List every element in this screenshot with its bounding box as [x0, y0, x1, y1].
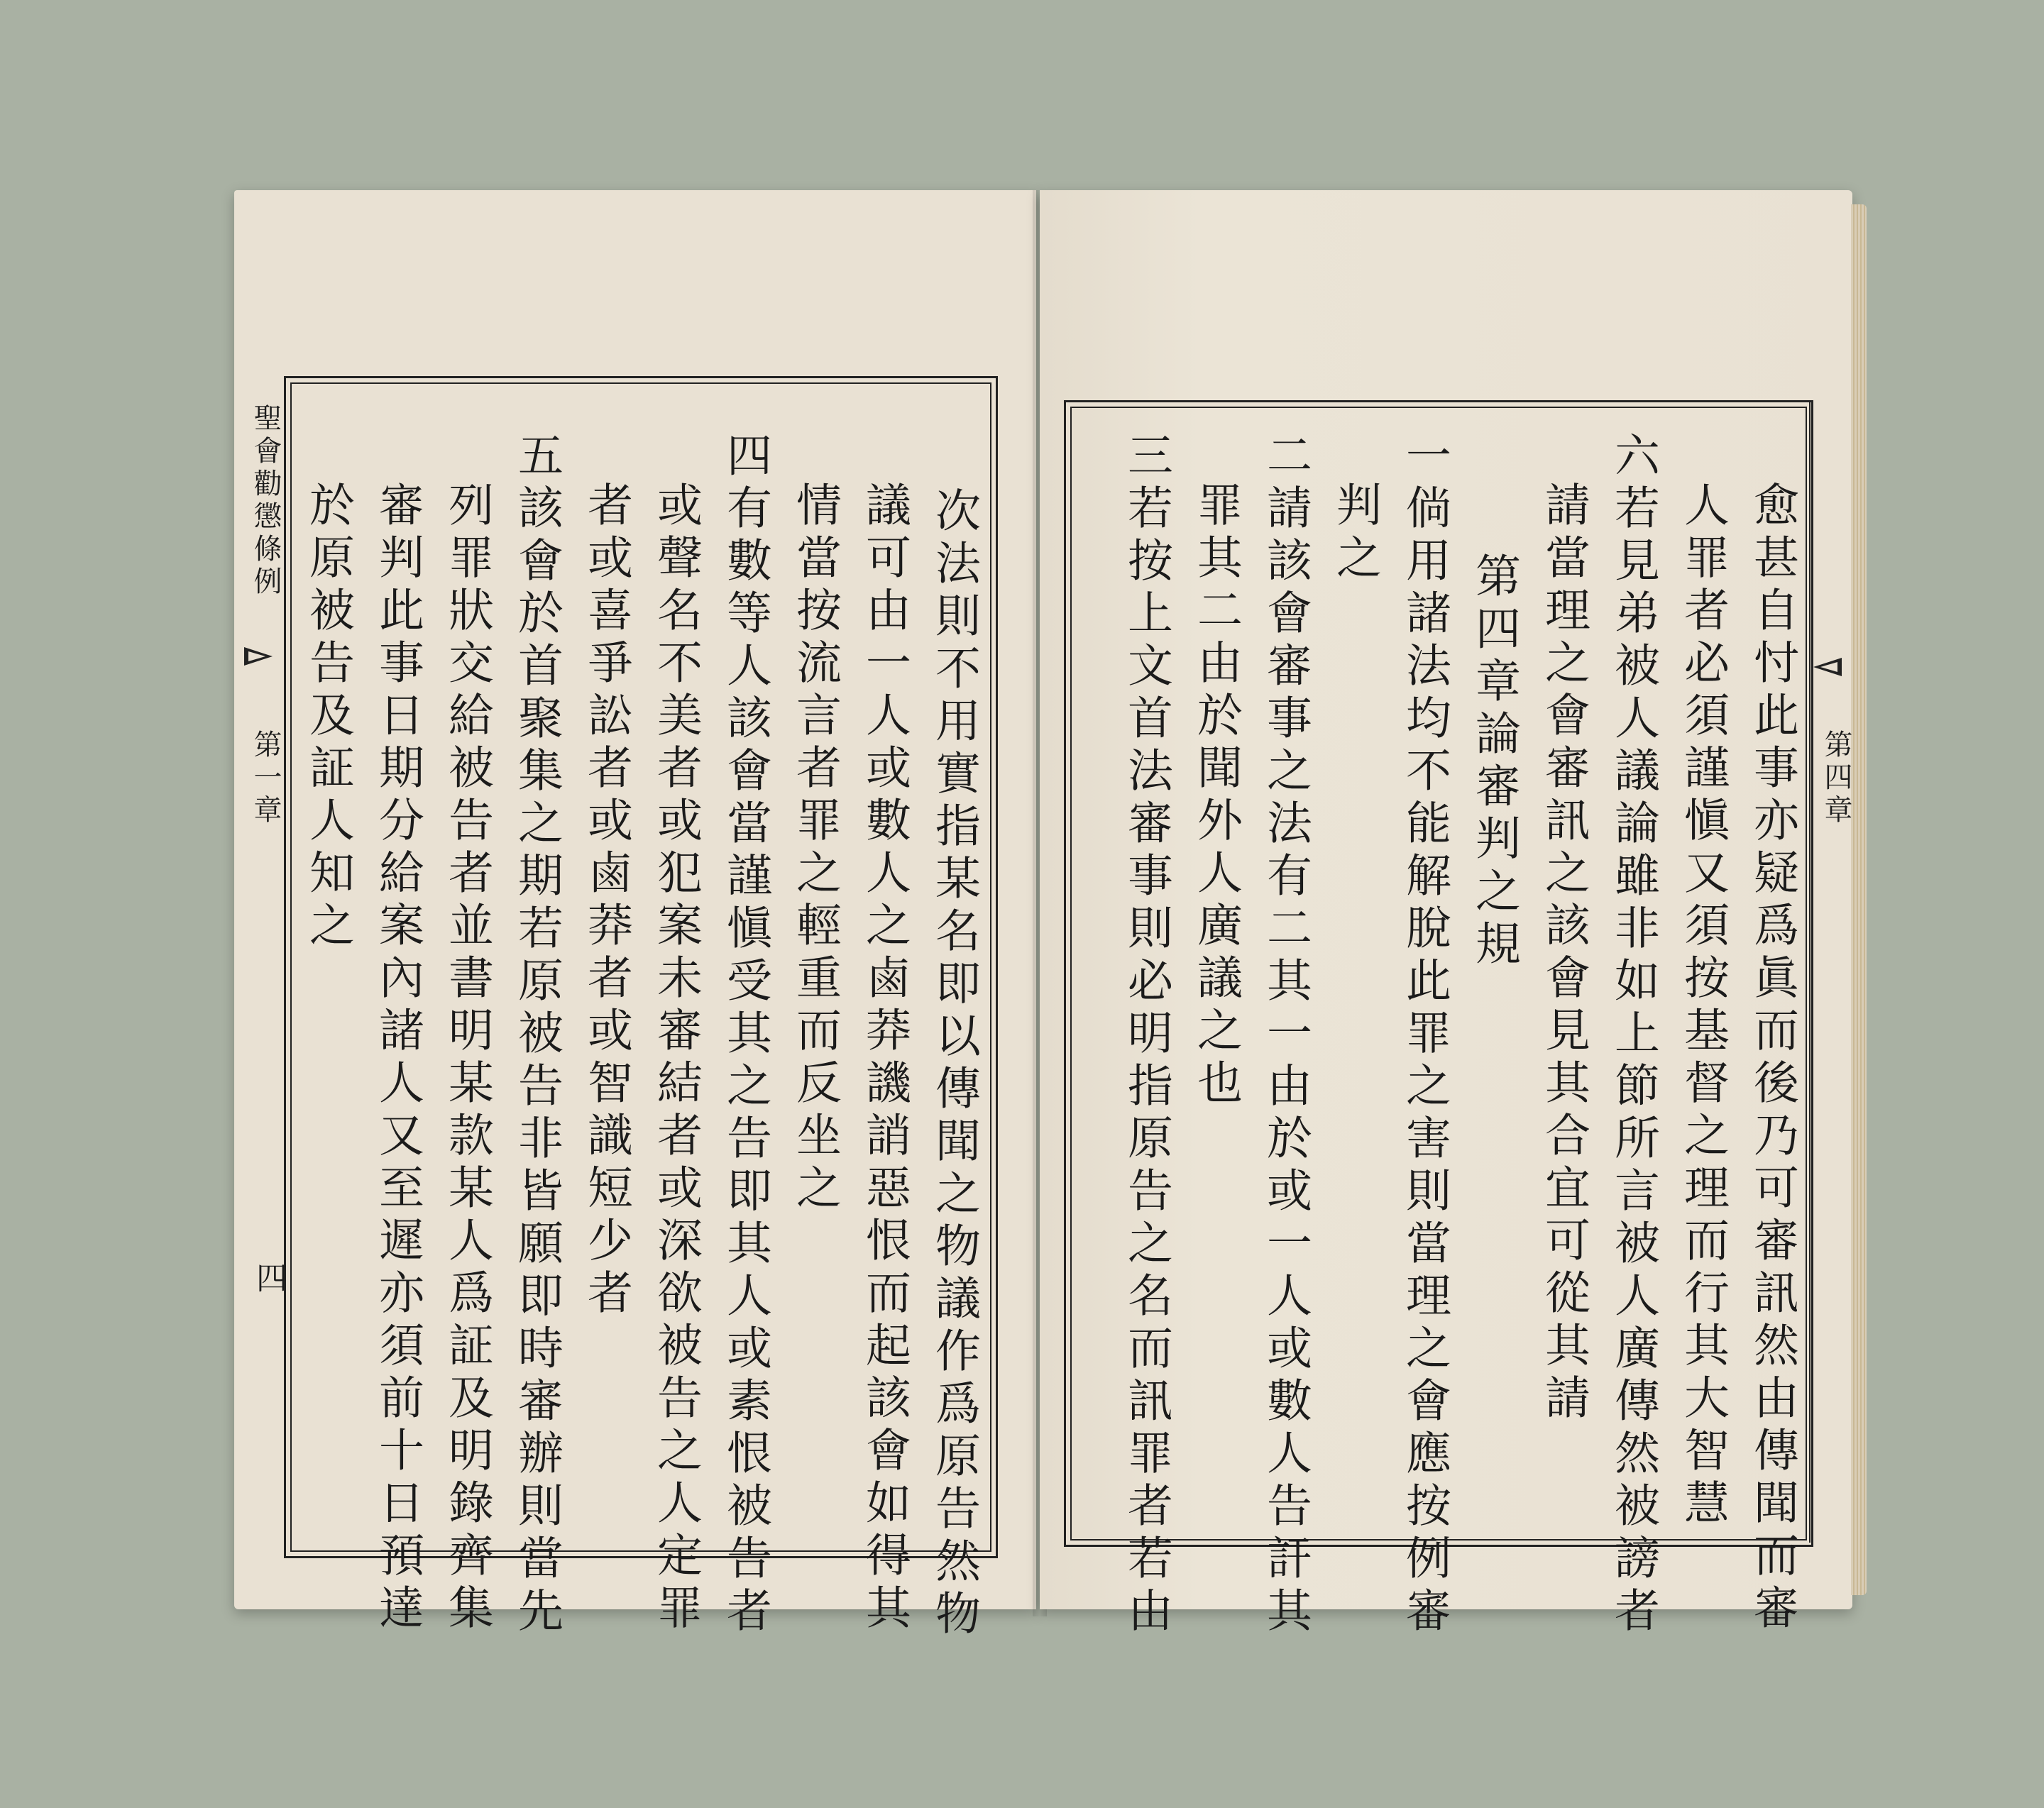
text-column-4: 請當理之會審訊之該會見其合宜可從其請 [1537, 481, 1590, 1426]
text-column-4: 四有數等人該會當謹愼受其之告即其人或素恨被告者 [719, 431, 771, 1639]
text-column-2: 議可由一人或數人之鹵莽譏誚惡恨而起該會如得其 [858, 481, 911, 1636]
page-edges [1851, 204, 1867, 1595]
chapter-label: 第一章 [249, 729, 282, 827]
margin-rule [1809, 400, 1811, 1543]
fish-tail-mark-icon [1813, 655, 1842, 679]
chapter-heading: 第四章論審判之規 [1468, 552, 1520, 972]
text-column-5: 或聲名不美者或犯案未審結者或深欲被告之人定罪 [649, 481, 702, 1636]
open-book [234, 190, 1852, 1642]
text-column-10: 於原被告及証人知之 [302, 481, 354, 954]
text-column-1: 愈甚自忖此事亦疑爲眞而後乃可審訊然由傳聞而審 [1746, 481, 1798, 1636]
fish-tail-mark-icon [244, 644, 273, 668]
page-number: 四 [251, 1262, 287, 1297]
text-column-3: 情當按流言者罪之輕重而反坐之 [789, 481, 841, 1216]
text-column-1: 次法則不用實指某名即以傳聞之物議作爲原告然物 [928, 487, 980, 1642]
text-column-8: 二請該會審事之法有二其一由於或一人或數人告訐其 [1259, 431, 1312, 1639]
right-page [1040, 190, 1852, 1639]
chapter-label: 第四章 [1820, 729, 1852, 827]
text-column-7: 判之 [1329, 481, 1381, 586]
text-column-7: 五該會於首聚集之期若原被告非皆願即時審辦則當先 [510, 431, 563, 1639]
left-page [234, 190, 1036, 1642]
text-column-9: 審判此事日期分給案內諸人又至遲亦須前十日預達 [371, 481, 424, 1636]
text-column-9: 罪其二由於聞外人廣議之也 [1189, 481, 1242, 1111]
text-column-6: 一倘用諸法均不能解脫此罪之害則當理之會應按例審 [1398, 431, 1451, 1639]
text-column-6: 者或喜爭訟者或鹵莽者或智識短少者 [580, 481, 632, 1321]
text-column-2: 人罪者必須謹愼又須按基督之理而行其大智慧 [1676, 481, 1729, 1531]
book-title: 聖會勸懲條例 [249, 403, 282, 599]
text-column-8: 列罪狀交給被告者並書明某款某人爲証及明錄齊集 [441, 481, 493, 1636]
text-column-10: 三若按上文首法審事則必明指原告之名而訊罪者若由 [1120, 431, 1172, 1639]
text-column-3: 六若見弟被人議論雖非如上節所言被人廣傳然被謗者 [1607, 431, 1659, 1639]
